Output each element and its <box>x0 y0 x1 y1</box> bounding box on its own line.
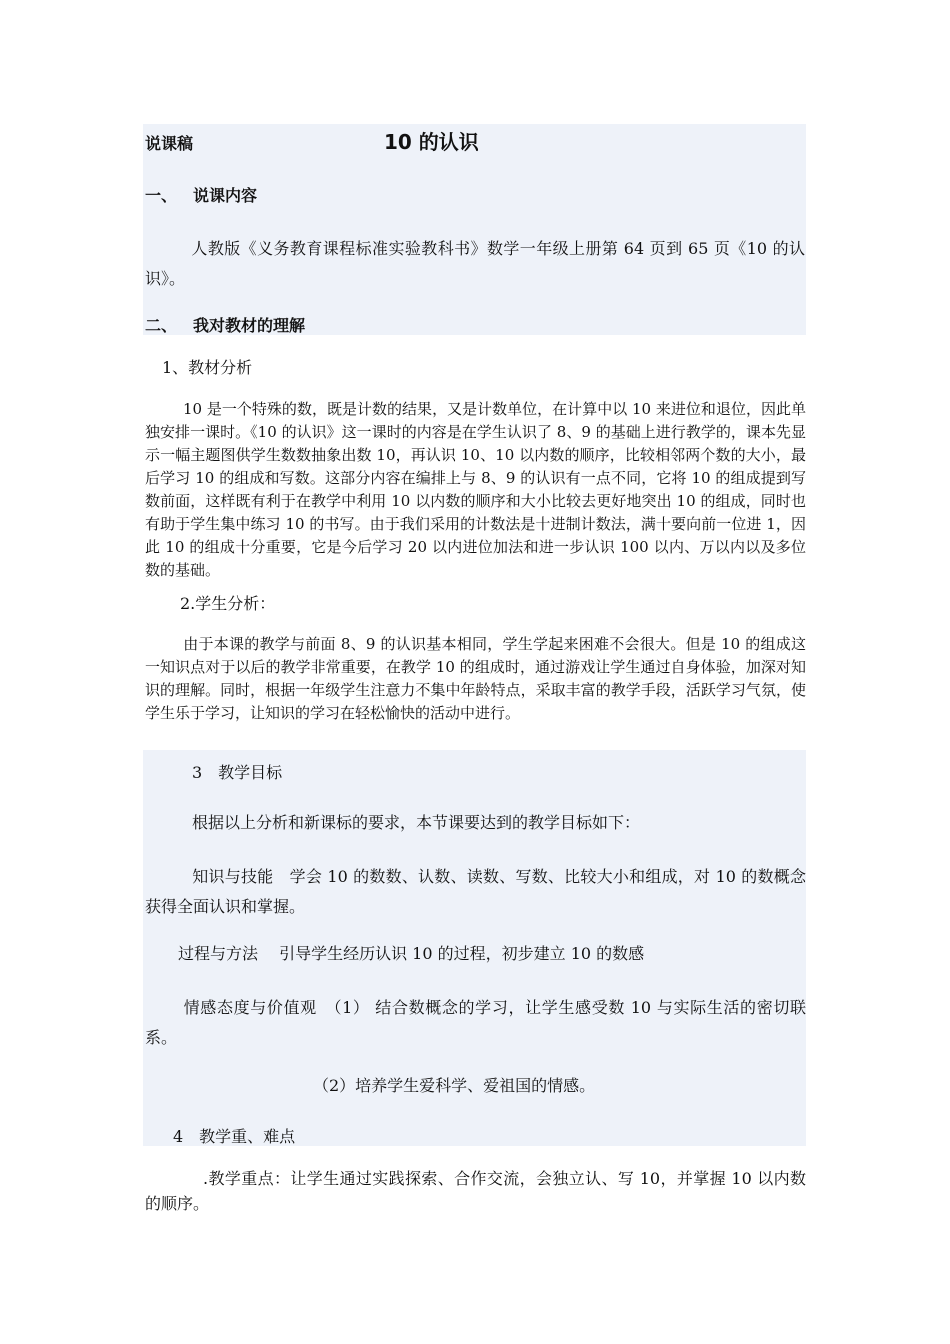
paragraph-analysis-content: 10 是一个特殊的数，既是计数的结果，又是计数单位，在计算中以 10 来进位和退位，因此单独安排一课时。《10 的认识》这一课时的内容是在学生认识了 8、9 的基础上进行教学的，课本先显示一幅主题图供学生数数抽象出数 10，再认识 10、10 以内数的顺序，比较相邻两个数的大小，最后学习 10 的组成和写数。这部分内容在编排上与 8、9 的认识有一点不同，它将 10 的组成提到写数前面，这样既有利于在教学中利用 10 以内数的顺序和大小比较去更好地突出 10 的组成，同时也有助于学生集中练习 10 的书写。由于我们采用的计数法是十进制计数法，满十要向前一位进 1，因此 10 的组成十分重要，它是今后学习 20 以内进位加法和进一步认识 100 以内、万以内以及多位数的基础。 <box>145 400 806 579</box>
section2-number: 二、 <box>145 316 178 335</box>
goal-emotion-content: 情感态度与价值观 （1） 结合数概念的学习，让学生感受数 10 与实际生活的密切联系。 <box>145 998 806 1047</box>
page-title: 10 的认识 <box>384 130 479 154</box>
subheading-key-points: 4 教学重、难点 <box>173 1127 296 1146</box>
paragraph-students <box>145 633 806 725</box>
header-label: 说课稿 <box>145 134 194 153</box>
subheading-analysis: 1、教材分析 <box>162 358 253 377</box>
section1-heading: 说课内容 <box>193 186 258 205</box>
section1-text-content: 人教版《义务教育课程标准实验教科书》数学一年级上册第 64 页到 65 页《10 的认识》。 <box>145 239 805 288</box>
goal-process: 过程与方法 引导学生经历认识 10 的过程，初步建立 10 的数感 <box>178 944 645 963</box>
paragraph-analysis <box>145 398 806 582</box>
section2-heading: 我对教材的理解 <box>193 316 306 335</box>
section1-text <box>145 234 805 294</box>
goal-emotion-2: （2）培养学生爱科学、爱祖国的情感。 <box>313 1076 596 1095</box>
goals-intro: 根据以上分析和新课标的要求，本节课要达到的教学目标如下： <box>192 813 641 832</box>
subheading-goals: 3 教学目标 <box>192 763 283 782</box>
subheading-students: 2.学生分析： <box>180 594 276 613</box>
goal-knowledge <box>145 862 806 922</box>
goal-knowledge-content: 知识与技能 学会 10 的数数、认数、读数、写数、比较大小和组成，对 10 的数概念获得全面认识和掌握。 <box>145 867 806 916</box>
key-point-text <box>145 1166 806 1216</box>
paragraph-students-content: 由于本课的教学与前面 8、9 的认识基本相同，学生学起来困难不会很大。但是 10 的组成这一知识点对于以后的教学非常重要，在教学 10 的组成时，通过游戏让学生通过自身体验，加深对知识的理解。同时，根据一年级学生注意力不集中年龄特点，采取丰富的教学手段，活跃学习气氛，使学生乐于学习，让知识的学习在轻松愉快的活动中进行。 <box>145 635 806 722</box>
key-point-text-content: .教学重点：让学生通过实践探索、合作交流，会独立认、写 10，并掌握 10 以内数的顺序。 <box>145 1169 806 1213</box>
goal-emotion <box>145 993 806 1053</box>
section1-number: 一、 <box>145 186 178 205</box>
